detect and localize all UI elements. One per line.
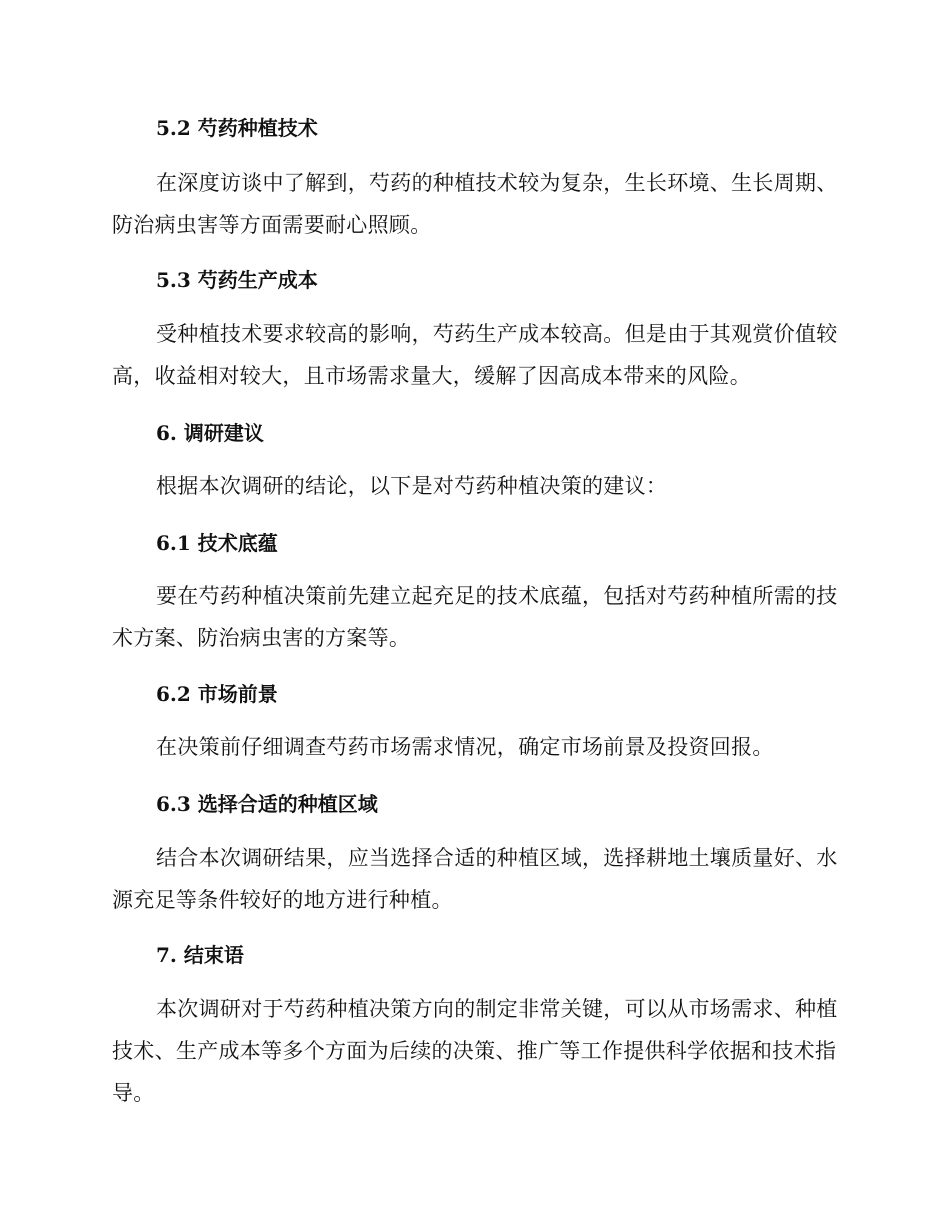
section-heading-6-2: 6.2 市场前景: [156, 682, 278, 706]
paragraph-5-2: 在深度访谈中了解到，芍药的种植技术较为复杂，生长环境、生长周期、防治病虫害等方面需要耐心照顾。: [112, 171, 838, 237]
paragraph-5-3: 受种植技术要求较高的影响，芍药生产成本较高。但是由于其观赏价值较高，收益相对较大，且市场需求量大，缓解了因高成本带来的风险。: [112, 322, 838, 388]
paragraph-6-3: 结合本次调研结果，应当选择合适的种植区域，选择耕地土壤质量好、水源充足等条件较好的地方进行种植。: [112, 846, 838, 912]
section-heading-5-3: 5.3 芍药生产成本: [156, 268, 318, 292]
section-heading-6-1: 6.1 技术底蕴: [156, 531, 278, 555]
paragraph-6: 根据本次调研的结论，以下是对芍药种植决策的建议：: [156, 474, 668, 498]
section-heading-7: 7. 结束语: [156, 943, 244, 967]
paragraph-6-2: 在决策前仔细调查芍药市场需求情况，确定市场前景及投资回报。: [156, 735, 774, 759]
paragraph-6-1: 要在芍药种植决策前先建立起充足的技术底蕴，包括对芍药种植所需的技术方案、防治病虫害的方案等。: [112, 584, 838, 650]
section-heading-6: 6. 调研建议: [156, 421, 264, 445]
paragraph-7: 本次调研对于芍药种植决策方向的制定非常关键，可以从市场需求、种植技术、生产成本等多个方面为后续的决策、推广等工作提供科学依据和技术指导。: [112, 997, 838, 1105]
section-heading-5-2: 5.2 芍药种植技术: [156, 116, 318, 140]
section-heading-6-3: 6.3 选择合适的种植区域: [156, 792, 378, 816]
